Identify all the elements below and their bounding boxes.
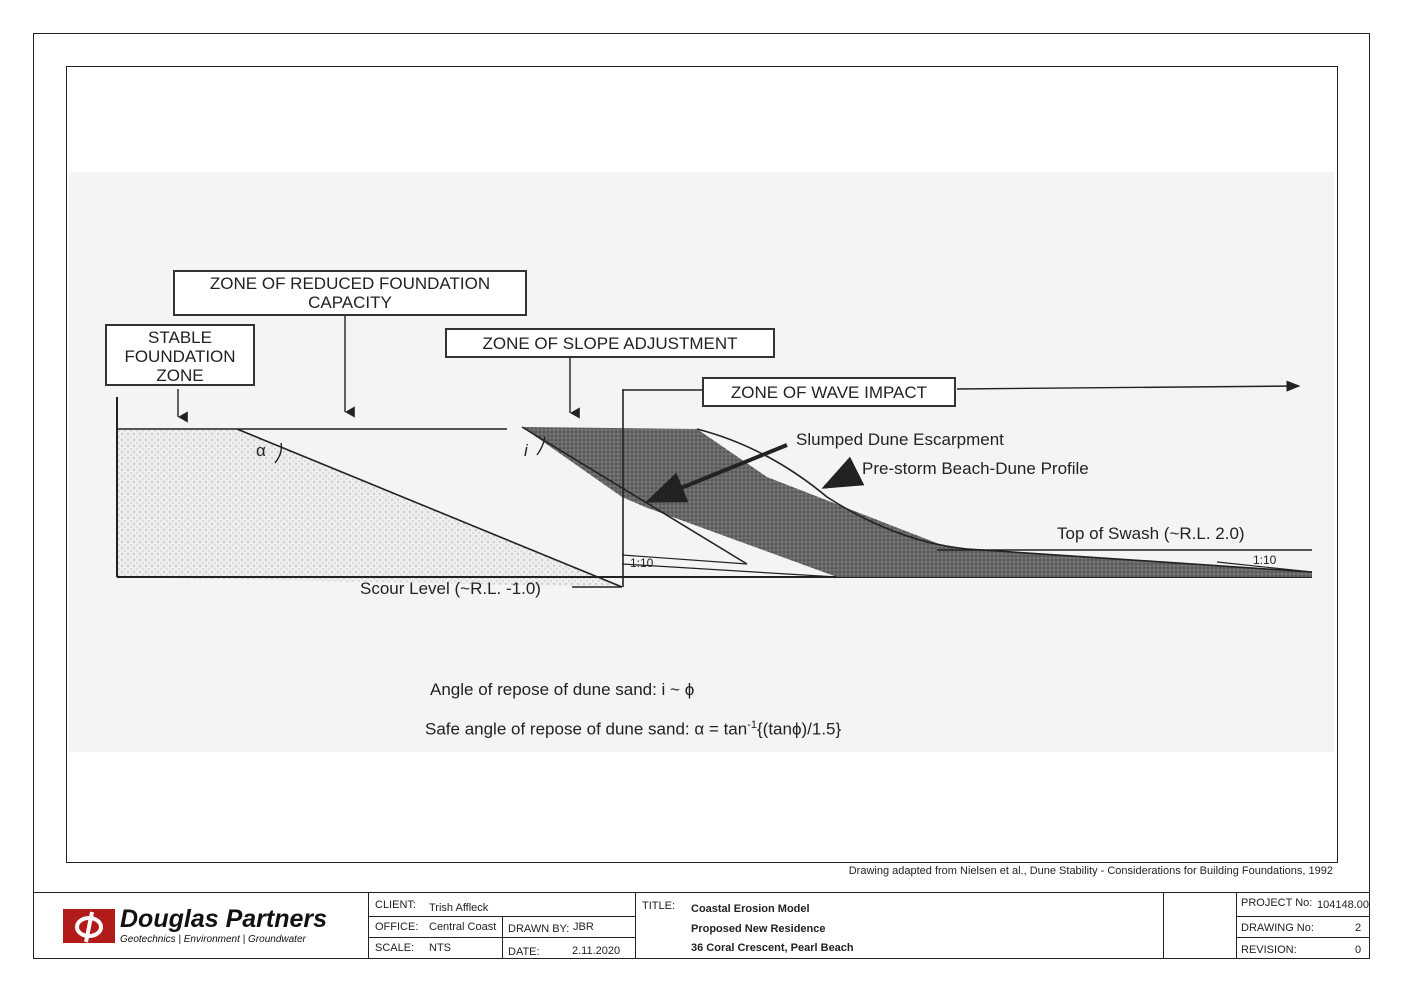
revision-label: REVISION: bbox=[1241, 944, 1297, 956]
drawing-title-line-2: Proposed New Residence bbox=[691, 923, 826, 935]
date-label: DATE: bbox=[508, 946, 540, 958]
scale-label: SCALE: bbox=[375, 942, 415, 954]
scale-value: NTS bbox=[429, 942, 451, 954]
slope-ratio-right-label: 1:10 bbox=[1253, 553, 1277, 567]
drawn-by-value: JBR bbox=[573, 921, 594, 933]
office-value: Central Coast bbox=[429, 921, 497, 933]
zone-reduced-foundation-label: ZONE OF REDUCED FOUNDATION CAPACITY bbox=[173, 270, 527, 316]
company-logo bbox=[63, 909, 115, 943]
zone-stable-foundation-label: STABLE FOUNDATION ZONE bbox=[105, 324, 255, 386]
project-number-value: 104148.00 bbox=[1317, 899, 1369, 911]
source-attribution: Drawing adapted from Nielsen et al., Dune Stability - Considerations for Building Foundations, 1992 bbox=[848, 865, 1333, 877]
title-label: TITLE: bbox=[642, 900, 676, 912]
zone-wave-impact-label: ZONE OF WAVE IMPACT bbox=[702, 377, 956, 407]
date-value: 2.11.2020 bbox=[572, 945, 621, 957]
drawing-number-value: 2 bbox=[1355, 922, 1362, 934]
drawn-by-label: DRAWN BY: bbox=[508, 923, 570, 935]
client-value: Trish Affleck bbox=[429, 902, 489, 914]
slumped-escarpment-label: Slumped Dune Escarpment bbox=[796, 430, 1004, 449]
scour-level-label: Scour Level (~R.L. -1.0) bbox=[360, 579, 541, 598]
company-tagline: Geotechnics | Environment | Groundwater bbox=[120, 934, 306, 945]
top-of-swash-label: Top of Swash (~R.L. 2.0) bbox=[1057, 524, 1245, 543]
zone-slope-adjustment-label: ZONE OF SLOPE ADJUSTMENT bbox=[445, 328, 775, 358]
repose-angle-note: Angle of repose of dune sand: i ~ ϕ bbox=[430, 680, 695, 699]
erosion-diagram bbox=[67, 67, 1337, 862]
alpha-symbol: α bbox=[256, 441, 266, 460]
drawing-number-label: DRAWING No: bbox=[1241, 922, 1314, 934]
revision-value: 0 bbox=[1355, 944, 1362, 956]
prestorm-profile-label: Pre-storm Beach-Dune Profile bbox=[862, 459, 1089, 478]
office-label: OFFICE: bbox=[375, 921, 419, 933]
client-label: CLIENT: bbox=[375, 899, 416, 911]
phi-logo-icon bbox=[63, 909, 115, 943]
i-symbol: i bbox=[524, 441, 528, 460]
company-name: Douglas Partners bbox=[120, 905, 328, 933]
drawing-title-line-3: 36 Coral Crescent, Pearl Beach bbox=[691, 942, 854, 954]
drawing-title-line-1: Coastal Erosion Model bbox=[691, 903, 810, 915]
slope-ratio-left-label: 1:10 bbox=[630, 556, 654, 570]
project-number-label: PROJECT No: bbox=[1241, 897, 1313, 909]
safe-angle-note: Safe angle of repose of dune sand: $\alpha = \tan^{-1}\{(\tan\phi)/1.5\}$ bbox=[425, 719, 842, 739]
